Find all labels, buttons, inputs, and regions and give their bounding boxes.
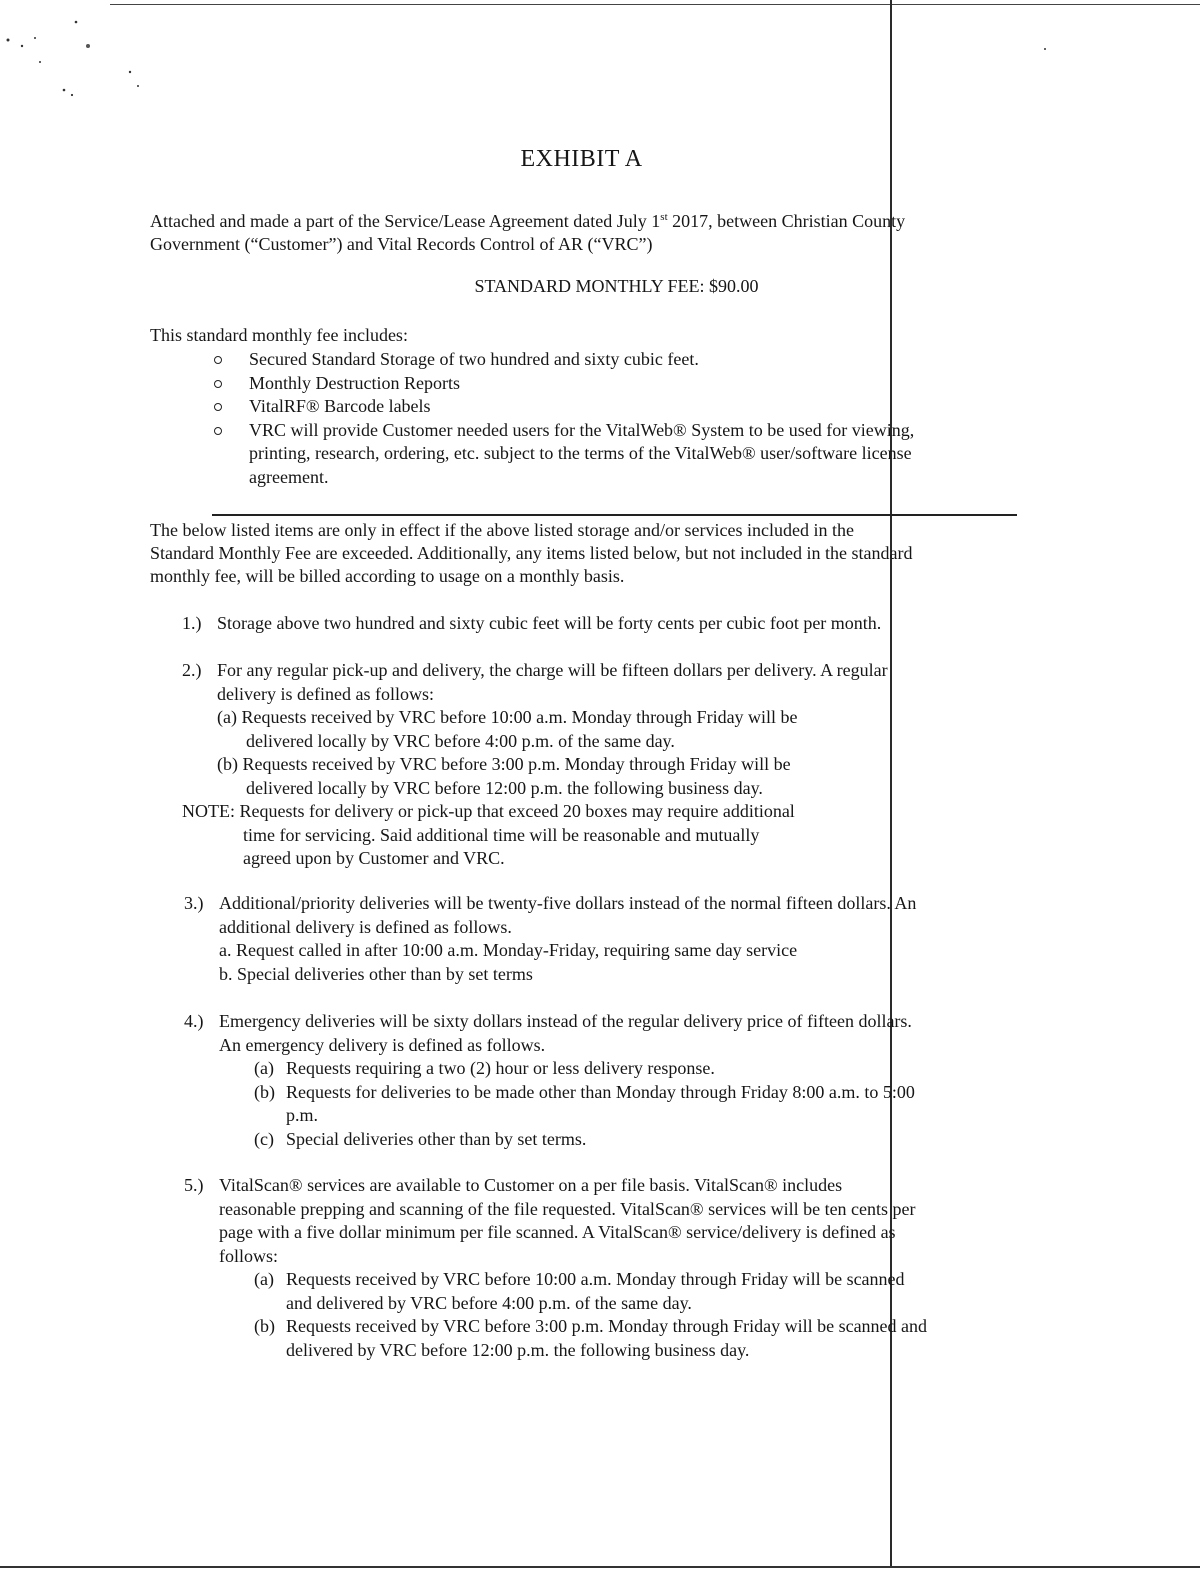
overage-paragraph: The below listed items are only in effect if the above listed storage and/or services included in the Standard Monthly Fee are exceeded. Additionally, any items listed below, but not included in the standard monthly fee, will be billed according to usage on a monthly basis. — [150, 520, 913, 586]
list-item: Secured Standard Storage of two hundred and sixty cubic feet. — [214, 348, 1014, 372]
includes-heading: This standard monthly fee includes: — [150, 325, 408, 345]
exhibit-title: EXHIBIT A — [520, 146, 643, 172]
bullet-icon — [214, 356, 222, 364]
intro-line-2: Government (“Customer”) and Vital Records Control of AR (“VRC”) — [150, 234, 653, 254]
list-item: VitalRF® Barcode labels — [214, 395, 1014, 419]
list-item: VRC will provide Customer needed users for the VitalWeb® System to be used for viewing, printing, research, ordering, etc. subject to the terms of the VitalWeb® user/software license agreement. — [214, 419, 1014, 490]
fee-item-4: 4.) Emergency deliveries will be sixty dollars instead of the regular delivery price of fifteen dollars. An emergency delivery is defined as follows. (a) Requests requiring a two (2) hour or less delivery response. (b) Requests for deliveries to be made other than Monday through Friday 8:00 a.m. to 5:00 p.m. (c) Special deliveries other than by set terms. — [184, 1011, 915, 1149]
list-item: Monthly Destruction Reports — [214, 372, 1014, 396]
scan-specks — [0, 0, 160, 110]
bullet-icon — [214, 380, 222, 388]
fee-item-1: 1.) Storage above two hundred and sixty cubic feet will be forty cents per cubic foot per month. — [182, 613, 882, 633]
section-divider — [212, 514, 1017, 516]
intro-line-1: Attached and made a part of the Service/Lease Agreement dated July 1st 2017, between Christian County — [150, 211, 906, 231]
bullet-icon — [214, 427, 222, 435]
bullet-icon — [214, 403, 222, 411]
scan-top-edge-line — [110, 4, 1200, 5]
scan-speck — [1044, 48, 1046, 50]
intro-paragraph — [150, 206, 1020, 256]
fee-item-3: 3.) Additional/priority deliveries will be twenty-five dollars instead of the normal fifteen dollars. An additional delivery is defined as follows. a. Request called in after 10:00 a.m. Monday-Friday, requiring same day service b. Special deliveries other than by set terms — [184, 893, 917, 984]
includes-list — [214, 348, 1014, 489]
fee-item-5: 5.) VitalScan® services are available to Customer on a per file basis. VitalScan® includes reasonable prepping and scanning of the file requested. VitalScan® services will be ten cents per page with a five dollar minimum per file scanned. A VitalScan® service/delivery is defined as follows: (a) Requests received by VRC before 10:00 a.m. Monday through Friday will be scanned and delivered by VRC before 4:00 p.m. of the same day. (b) Requests received by VRC before 3:00 p.m. Monday through Friday will be scanned and delivered by VRC before 12:00 p.m. the following business day. — [184, 1175, 928, 1360]
scan-bottom-edge-line — [0, 1566, 1200, 1568]
standard-monthly-fee: STANDARD MONTHLY FEE: $90.00 — [474, 276, 759, 296]
fee-item-2: 2.) For any regular pick-up and delivery, the charge will be fifteen dollars per delivery. A regular delivery is defined as follows: (a) Requests received by VRC before 10:00 a.m. Monday through Friday will be delivered locally by VRC before 4:00 p.m. of the same day. (b) Requests received by VRC before 3:00 p.m. Monday through Friday will be delivered locally by VRC before 12:00 p.m. the following business day. NOTE: Requests for delivery or pick-up that exceed 20 boxes may require additional time for servicing. Said additional time will be reasonable and mutually agreed upon by Customer and VRC. — [182, 660, 888, 868]
